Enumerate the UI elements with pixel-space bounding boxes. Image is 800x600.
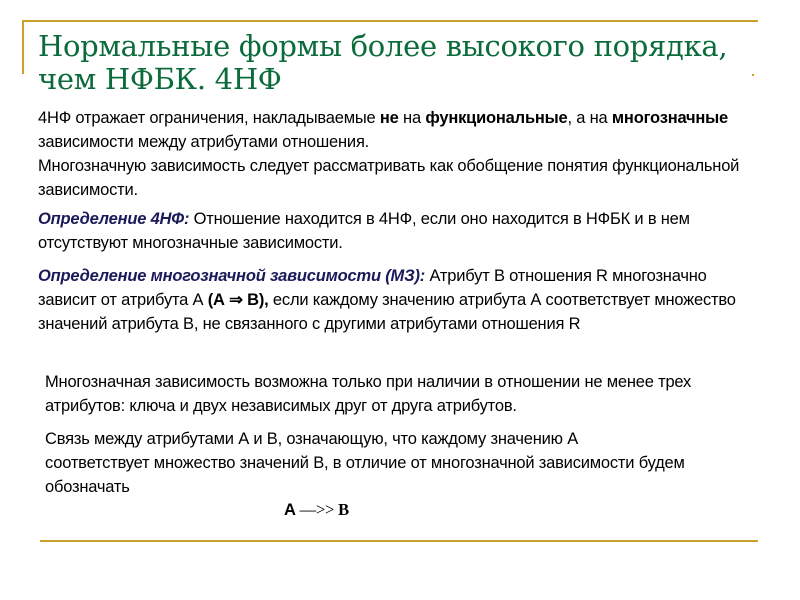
text: если каждому значению атрибута А соответствует множество значений атрибута В, не связанного с другими атрибутами отношения R — [38, 291, 736, 333]
definition-mvd — [38, 264, 738, 336]
mvd-condition: Многозначная зависимость возможна только при наличии в отношении не менее трех атрибутов: ключа и двух независимых друг от друга атрибутов. — [45, 373, 692, 415]
text-bold: функциональные — [425, 109, 568, 127]
notation-arrow: —>> — [295, 500, 339, 519]
definition-text: Отношение находится в 4НФ, если оно находится в НФБК и в нем отсутствуют многозначные зависимости. — [38, 210, 690, 252]
top-rule — [22, 20, 758, 22]
definition-label: Определение 4НФ: — [38, 210, 190, 228]
notation-paragraph: Связь между атрибутами А и В, означающую, что каждому значению А соответствует множество значений В, в отличие от многозначной зависимости будем обозначать — [45, 430, 685, 496]
bottom-rule — [40, 540, 758, 542]
slide-title: Нормальные формы более высокого порядка, чем НФБК. 4НФ — [38, 29, 728, 96]
text: 4НФ отражает ограничения, накладываемые — [38, 109, 380, 127]
intro-paragraph — [38, 106, 768, 202]
notation-a: А — [284, 501, 296, 519]
notation-b: В — [338, 500, 349, 519]
text: Атрибут В отношения R многозначно зависит от атрибута А — [38, 267, 707, 309]
notation-formula — [284, 498, 349, 522]
text-bold: не — [379, 109, 399, 127]
text: , а на — [567, 109, 612, 127]
text: Многозначную зависимость следует рассматривать как обобщение понятия функциональной зависимости. — [38, 157, 740, 199]
left-rule — [22, 20, 24, 74]
text-bold: (А ⇒ В), — [207, 291, 269, 309]
definition-label: Определение многозначной зависимости (МЗ): — [38, 267, 426, 285]
text: на — [398, 109, 426, 127]
definition-4nf — [38, 207, 738, 255]
text: зависимости между атрибутами отношения. — [38, 133, 370, 151]
text-bold: многозначные — [611, 109, 729, 127]
